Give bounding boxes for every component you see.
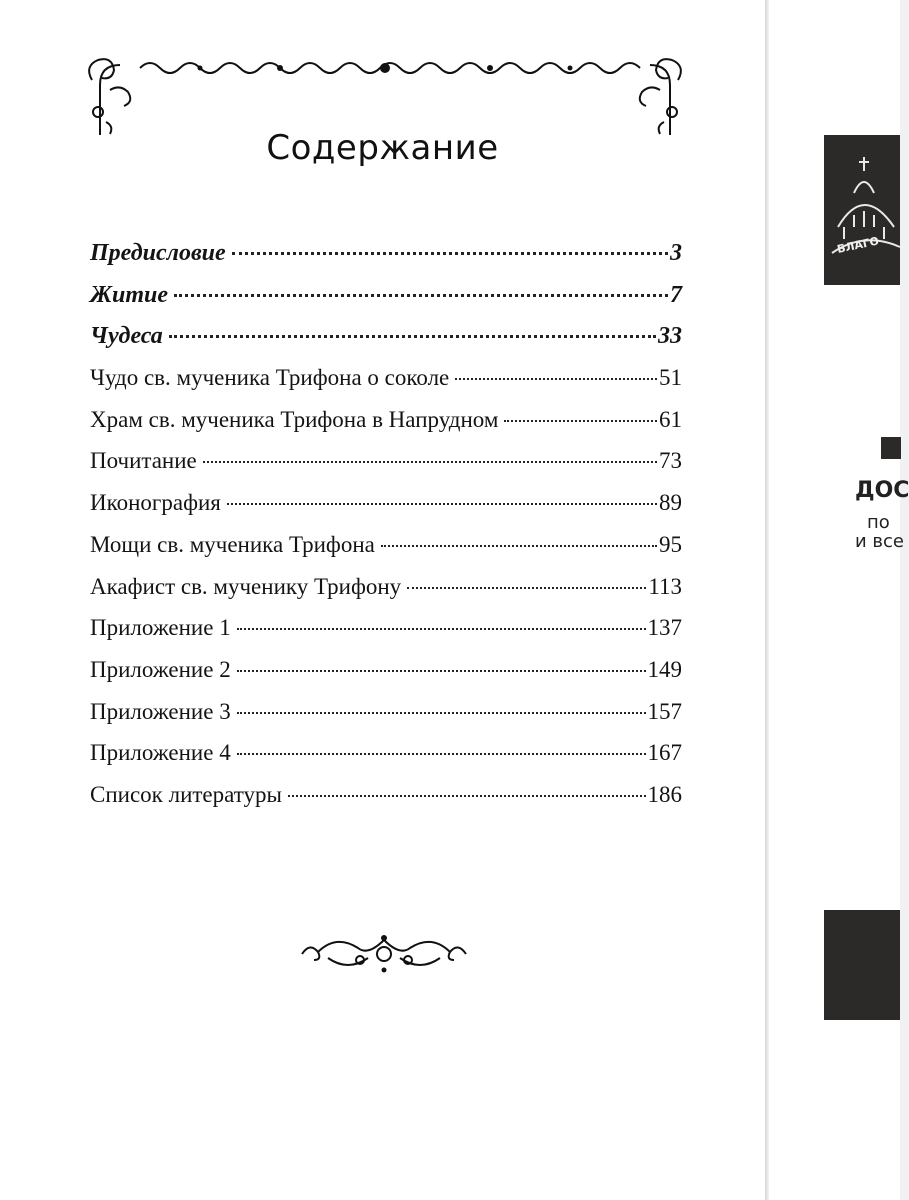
- toc-entry-page-number: 61: [659, 406, 682, 432]
- dot-leader: [504, 420, 657, 422]
- toc-entry-label: Чудеса: [90, 323, 163, 350]
- toc-entry-page-number: 73: [659, 448, 682, 474]
- toc-entry: [90, 699, 682, 741]
- logo-text: БЛАГО: [835, 234, 881, 256]
- toc-entry: [90, 615, 682, 657]
- publisher-logo-block: [824, 135, 900, 285]
- header-frame-ornament: [80, 50, 690, 140]
- footer-ornament: [298, 930, 470, 974]
- toc-entry-page-number: 51: [659, 365, 682, 391]
- dot-leader: [227, 503, 657, 505]
- toc-entry: [90, 407, 682, 449]
- toc-entry-label: Чудо св. мученика Трифона о соколе: [90, 365, 450, 391]
- dark-square: [881, 437, 901, 459]
- church-dome-icon: [824, 135, 900, 285]
- page-title: Содержание: [266, 128, 499, 168]
- facing-page-edge: [769, 0, 909, 1200]
- toc-entry-label: Почитание: [90, 448, 197, 474]
- toc-entry-page-number: 186: [647, 781, 682, 807]
- toc-entry-label: Список литературы: [90, 781, 282, 807]
- facing-heading: ДОС: [855, 478, 909, 503]
- toc-entry-label: Акафист св. мученику Трифону: [90, 573, 402, 599]
- dot-leader: [381, 545, 657, 547]
- dot-leader: [203, 461, 657, 463]
- toc-entry-page-number: 33: [658, 323, 682, 350]
- dot-leader: [455, 378, 657, 380]
- toc-entry-label: Житие: [90, 281, 169, 308]
- toc-entry: [90, 574, 682, 616]
- toc-entry-label: Предисловие: [90, 240, 226, 266]
- toc-entry: [90, 532, 682, 574]
- toc-entry: [90, 323, 682, 365]
- dot-leader: [288, 795, 646, 797]
- dark-image-block: [824, 910, 900, 1020]
- dot-leader: [237, 712, 646, 714]
- toc-entry-label: Храм св. мученика Трифона в Напрудном: [90, 406, 499, 432]
- toc-entry: [90, 740, 682, 782]
- toc-entry: [90, 657, 682, 699]
- dot-leader: [237, 753, 646, 755]
- toc-entry-label: Приложение 2: [90, 656, 231, 682]
- toc-entry-label: Мощи св. мученика Трифона: [90, 531, 375, 557]
- dot-leader: [174, 294, 668, 297]
- table-of-contents: [90, 240, 682, 824]
- dot-leader: [169, 335, 656, 338]
- facing-text-line: по: [867, 512, 890, 533]
- toc-entry-page-number: 7: [670, 281, 682, 308]
- toc-entry-label: Приложение 1: [90, 615, 231, 641]
- toc-entry: [90, 240, 682, 282]
- dot-leader: [237, 628, 646, 630]
- toc-entry-page-number: 3: [670, 240, 682, 266]
- toc-entry: [90, 782, 682, 824]
- dot-leader: [237, 670, 646, 672]
- toc-entry: [90, 448, 682, 490]
- toc-entry: [90, 490, 682, 532]
- toc-entry-label: Приложение 4: [90, 740, 231, 766]
- dot-leader: [232, 252, 668, 255]
- toc-entry-page-number: 113: [648, 573, 682, 599]
- toc-entry-page-number: 137: [647, 615, 682, 641]
- toc-entry-page-number: 149: [647, 656, 682, 682]
- toc-entry-page-number: 157: [647, 698, 682, 724]
- facing-text-line: и все: [855, 531, 904, 552]
- dot-leader: [407, 587, 646, 589]
- toc-entry-page-number: 89: [659, 490, 682, 516]
- toc-entry: [90, 282, 682, 324]
- toc-entry-page-number: 95: [659, 531, 682, 557]
- toc-entry-page-number: 167: [647, 740, 682, 766]
- toc-entry-label: Иконография: [90, 490, 221, 516]
- toc-entry: [90, 365, 682, 407]
- toc-entry-label: Приложение 3: [90, 698, 231, 724]
